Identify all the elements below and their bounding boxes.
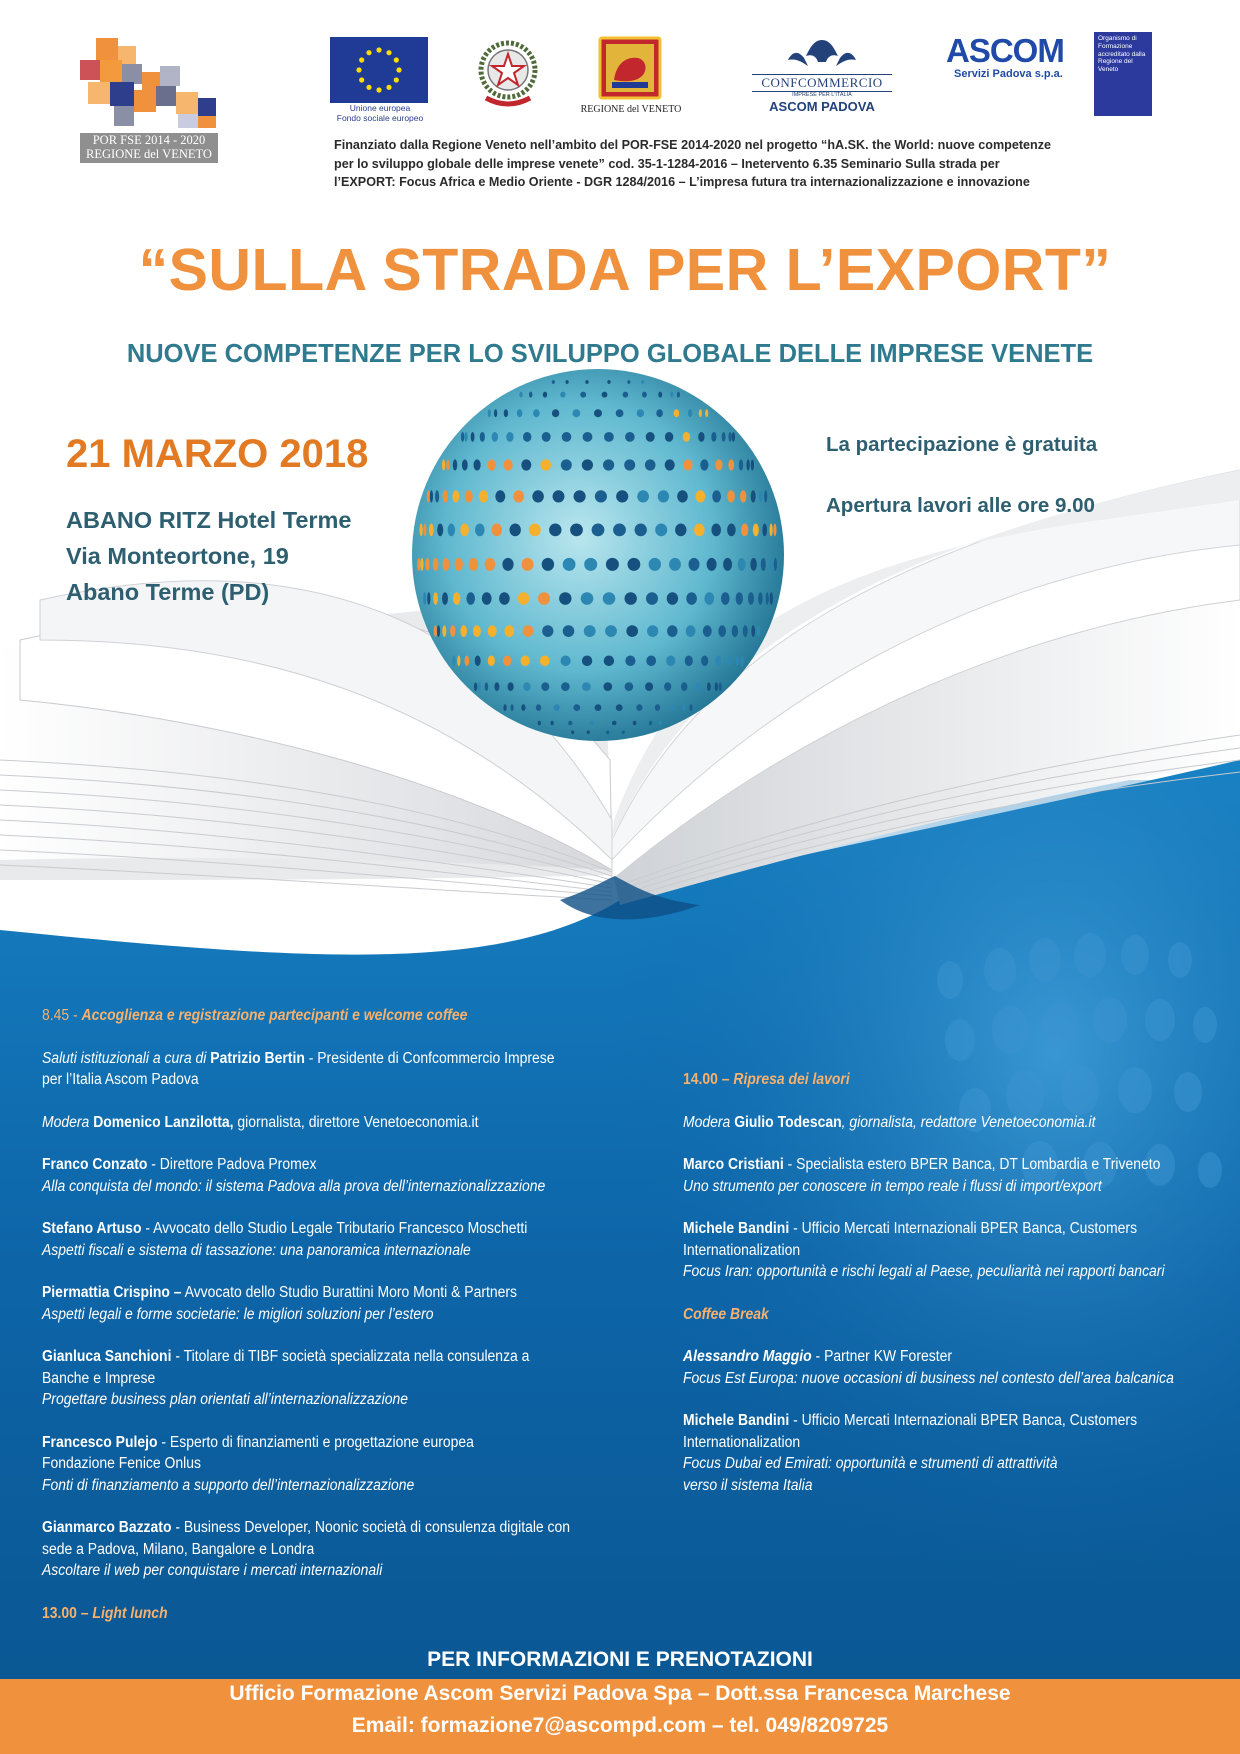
program-coffee-break bbox=[683, 1304, 1240, 1326]
speaker-role: Avvocato dello Studio Burattini Moro Monti & Partners bbox=[181, 1284, 518, 1301]
speaker-entry bbox=[683, 1154, 1240, 1197]
speaker-topic: Focus Dubai ed Emirati: opportunità e strumenti di attrattività bbox=[683, 1455, 1058, 1472]
speaker-topic: Focus Est Europa: nuove occasioni di business nel contesto dell’area balcanica bbox=[683, 1369, 1174, 1387]
speaker-role: - Specialista estero BPER Banca, DT Lombardia e Triveneto bbox=[783, 1156, 1161, 1173]
greetings-speaker-role: - Presidente di Confcommercio Imprese bbox=[304, 1049, 555, 1067]
eu-caption bbox=[330, 103, 430, 123]
speaker-topic: Focus Iran: opportunità e rischi legati al Paese, peculiarità nei rapporti bancari bbox=[683, 1263, 1165, 1280]
greetings-lead: Saluti istituzionali a cura di bbox=[42, 1049, 207, 1067]
lion-of-saint-mark-icon bbox=[576, 36, 686, 102]
lunch-time: 13.00 – bbox=[42, 1604, 89, 1622]
speaker-role: - Business Developer, Noonic società di consulenza digitale con bbox=[171, 1519, 571, 1536]
speaker-entry bbox=[42, 1154, 627, 1197]
speaker-role: - Esperto di finanziamenti e progettazione europea bbox=[157, 1433, 474, 1451]
funding-statement bbox=[334, 136, 1134, 192]
speaker-entry bbox=[42, 1432, 627, 1497]
speaker-role: - Partner KW Forester bbox=[811, 1348, 952, 1365]
welcome-text: Accoglienza e registrazione partecipanti e welcome coffee bbox=[81, 1007, 468, 1024]
moderator-name: Giulio Todescan bbox=[734, 1113, 842, 1131]
speaker-role-2: Internationalization bbox=[683, 1241, 801, 1259]
por-fse-line1: POR FSE 2014 - 2020 bbox=[92, 133, 206, 147]
moderator-name: Domenico Lanzilotta, bbox=[93, 1113, 234, 1131]
moderator-lead: Modera bbox=[683, 1113, 731, 1131]
speaker-topic: Fonti di finanziamento a supporto dell’internazionalizzazione bbox=[42, 1476, 415, 1494]
ascom-subtitle: Servizi Padova s.p.a. bbox=[954, 68, 1063, 80]
speaker-name: Stefano Artuso bbox=[42, 1220, 142, 1237]
moderator-role: , giornalista, redattore Venetoeconomia.it bbox=[841, 1113, 1096, 1131]
venue-city: Abano Terme (PD) bbox=[66, 579, 270, 605]
welcome-time: 8.45 - bbox=[42, 1007, 78, 1024]
greetings-speaker-name: Patrizio Bertin bbox=[210, 1049, 305, 1067]
speaker-name: Franco Conzato bbox=[42, 1156, 148, 1173]
speaker-topic: Aspetti legali e forme societarie: le migliori soluzioni per l’estero bbox=[42, 1305, 434, 1323]
speaker-entry bbox=[683, 1218, 1240, 1283]
speaker-entry bbox=[42, 1517, 627, 1582]
speaker-role-2: sede a Padova, Milano, Bangalore e Londra bbox=[42, 1540, 315, 1558]
confcommercio-city: ASCOM PADOVA bbox=[769, 99, 875, 114]
speaker-topic: Uno strumento per conoscere in tempo reale i flussi di import/export bbox=[683, 1177, 1102, 1195]
coffee-break-text: Coffee Break bbox=[683, 1305, 769, 1323]
speaker-entry bbox=[42, 1282, 627, 1325]
speaker-name: Alessandro Maggio bbox=[683, 1348, 812, 1365]
speaker-role: - Ufficio Mercati Internazionali BPER Banca, Customers bbox=[789, 1412, 1138, 1429]
funding-line-2: per lo sviluppo globale delle imprese venete” cod. 35-1-1284-2016 – Inetervento 6.35 Seminario Sulla strada per bbox=[334, 156, 1000, 171]
funding-line-1: Finanziato dalla Regione Veneto nell’ambito del POR-FSE 2014-2020 nel progetto “hA.SK. the World: nuove competenze bbox=[334, 138, 1052, 152]
italian-republic-emblem-icon bbox=[476, 38, 540, 112]
speaker-topic: Progettare business plan orientati all’internazionalizzazione bbox=[42, 1391, 409, 1408]
eu-logo bbox=[330, 37, 430, 123]
program-moderator-morning bbox=[42, 1112, 627, 1134]
free-participation-note: La partecipazione è gratuita bbox=[826, 433, 1098, 456]
por-fse-logo bbox=[74, 36, 244, 166]
venue-street: Via Monteortone, 19 bbox=[66, 543, 289, 569]
moderator-role: giornalista, direttore Venetoeconomia.it bbox=[233, 1113, 479, 1131]
eu-caption-line2: Fondo sociale europeo bbox=[336, 113, 424, 123]
regione-veneto-logo bbox=[576, 36, 686, 118]
moderator-lead: Modera bbox=[42, 1113, 90, 1131]
speaker-name: Marco Cristiani bbox=[683, 1156, 784, 1173]
opening-time-note: Apertura lavori alle ore 9.00 bbox=[826, 494, 1095, 517]
speaker-entry bbox=[683, 1346, 1240, 1389]
subtitle: NUOVE COMPETENZE PER LO SVILUPPO GLOBALE DELLE IMPRESE VENETE bbox=[126, 340, 1094, 368]
program-left-column bbox=[42, 1005, 627, 1645]
speaker-topic-2: verso il sistema Italia bbox=[683, 1476, 813, 1494]
lunch-text: Light lunch bbox=[92, 1604, 168, 1622]
footer-office: Ufficio Formazione Ascom Servizi Padova Spa – Dott.ssa Francesca Marchese bbox=[229, 1682, 1011, 1705]
speaker-entry bbox=[683, 1410, 1240, 1496]
ascom-wordmark: ASCOM bbox=[946, 32, 1064, 69]
confcommercio-name: CONFCOMMERCIO bbox=[752, 74, 892, 92]
speaker-name: Francesco Pulejo bbox=[42, 1433, 158, 1451]
funding-line-3: l’EXPORT: Focus Africa e Medio Oriente - DGR 1284/2016 – L’impresa futura tra internazionalizzazione e innovazione bbox=[334, 175, 1030, 189]
speaker-name: Gianluca Sanchioni bbox=[42, 1348, 172, 1365]
speaker-topic: Ascoltare il web per conquistare i mercati internazionali bbox=[42, 1562, 383, 1579]
speaker-entry bbox=[42, 1346, 627, 1411]
speaker-topic: Aspetti fiscali e sistema di tassazione: una panoramica internazionale bbox=[42, 1241, 471, 1259]
speaker-role-2: Internationalization bbox=[683, 1433, 801, 1451]
speaker-role: - Direttore Padova Promex bbox=[147, 1156, 317, 1173]
info-title: PER INFORMAZIONI E PRENOTAZIONI bbox=[427, 1648, 813, 1671]
ascom-logo bbox=[946, 32, 1096, 82]
speaker-role: - Ufficio Mercati Internazionali BPER Banca, Customers bbox=[789, 1220, 1138, 1237]
event-venue bbox=[66, 502, 352, 610]
speaker-name: Piermattia Crispino – bbox=[42, 1284, 182, 1301]
venue-name: ABANO RITZ Hotel Terme bbox=[66, 507, 352, 533]
por-fse-mosaic-icon bbox=[74, 36, 244, 132]
program-lunch bbox=[42, 1603, 627, 1625]
program-welcome bbox=[42, 1005, 627, 1027]
restart-time: 14.00 – bbox=[683, 1071, 730, 1088]
confcommercio-sub: IMPRESE PER L'ITALIA bbox=[792, 92, 852, 98]
por-fse-label bbox=[80, 133, 218, 163]
main-title: “SULLA STRADA PER L’EXPORT” bbox=[138, 237, 1112, 303]
program-restart bbox=[683, 1069, 1240, 1091]
accreditation-text: Organismo di Formazione accreditato dalla Regione del Veneto bbox=[1098, 35, 1146, 74]
regione-veneto-caption: REGIONE del VENETO bbox=[580, 104, 682, 115]
speaker-topic: Alla conquista del mondo: il sistema Padova alla prova dell’internazionalizzazione bbox=[42, 1177, 546, 1195]
restart-text: Ripresa dei lavori bbox=[733, 1071, 850, 1088]
confcommercio-logo bbox=[752, 36, 892, 118]
globe-illustration bbox=[412, 369, 784, 741]
por-fse-line2: REGIONE del VENETO bbox=[86, 147, 212, 161]
speaker-role-2: Banche e Imprese bbox=[42, 1369, 156, 1387]
eu-caption-line1: Unione europea bbox=[349, 103, 411, 113]
speaker-role-2: Fondazione Fenice Onlus bbox=[42, 1455, 201, 1472]
footer-contact[interactable]: Email: formazione7@ascompd.com – tel. 049/8209725 bbox=[351, 1714, 889, 1737]
speaker-name: Michele Bandini bbox=[683, 1412, 790, 1429]
accreditation-badge bbox=[1094, 32, 1152, 116]
program-moderator-afternoon bbox=[683, 1112, 1240, 1134]
program-greetings bbox=[42, 1048, 627, 1091]
speaker-name: Michele Bandini bbox=[683, 1220, 790, 1237]
speaker-role: - Titolare di TIBF società specializzata nella consulenza a bbox=[171, 1348, 530, 1365]
eu-flag-icon bbox=[330, 37, 428, 103]
speaker-entry bbox=[42, 1218, 627, 1261]
eagle-icon bbox=[752, 36, 892, 72]
program-right-column bbox=[683, 1069, 1240, 1517]
speaker-role: - Avvocato dello Studio Legale Tributario Francesco Moschetti bbox=[141, 1220, 528, 1237]
greetings-speaker-role-2: per l’Italia Ascom Padova bbox=[42, 1071, 199, 1088]
speaker-name: Gianmarco Bazzato bbox=[42, 1519, 172, 1536]
event-date: 21 MARZO 2018 bbox=[66, 432, 369, 476]
